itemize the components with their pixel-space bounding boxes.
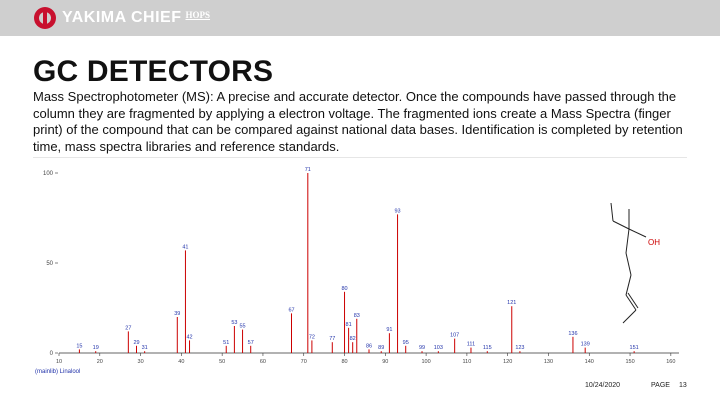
x-tick-label: 10 — [55, 359, 63, 365]
header-banner — [0, 0, 720, 36]
chart-peaks — [76, 167, 638, 353]
x-tick-label: 20 — [96, 359, 103, 365]
logo-text: YAKIMA CHIEF — [62, 9, 182, 26]
y-tick-label: 0 — [49, 351, 53, 357]
peak-label: 81 — [345, 321, 352, 328]
peak-label: 39 — [174, 311, 181, 317]
structure-bond — [626, 275, 631, 295]
peak-label: 27 — [125, 325, 132, 332]
peak-label: 151 — [629, 345, 639, 352]
x-tick-label: 40 — [178, 359, 185, 365]
peak-label: 107 — [450, 332, 460, 339]
slide-title: GC DETECTORS — [33, 55, 274, 88]
x-tick-label: 90 — [382, 359, 389, 365]
x-tick-label: 160 — [666, 359, 676, 365]
company-logo — [34, 6, 210, 30]
structure-bond — [629, 229, 646, 237]
peak-label: 77 — [329, 336, 336, 343]
peak-label: 29 — [133, 339, 140, 346]
mass-spectrum-chart — [33, 157, 687, 375]
peak-label: 53 — [231, 320, 238, 326]
chart-footnote: (mainlib) Linalool — [35, 369, 81, 375]
peak-label: 51 — [223, 339, 230, 346]
peak-label: 71 — [304, 167, 311, 173]
slide-body-text: Mass Spectrophotometer (MS): A precise and accurate detector. Once the compounds have passed through the column they are fragmented by applying a electron voltage. The fragmented ions create a Mass Spectra (finger print) of the compound that can be compared against national data bases. Identification is completed by retention time, mass spectra libraries and reference standards. — [33, 89, 683, 154]
peak-label: 89 — [378, 345, 385, 352]
peak-label: 95 — [402, 339, 409, 346]
peak-label: 136 — [568, 330, 578, 337]
footer-date: 10/24/2020 — [585, 382, 621, 389]
structure-bond — [611, 203, 613, 221]
peak-label: 93 — [394, 208, 401, 215]
peak-label: 57 — [247, 339, 254, 346]
x-tick-label: 110 — [462, 359, 472, 365]
x-tick-label: 130 — [543, 359, 554, 365]
peak-label: 123 — [515, 345, 525, 352]
footer-page-label: PAGE — [651, 382, 670, 389]
peak-label: 31 — [141, 345, 148, 352]
peak-label: 103 — [433, 345, 443, 352]
x-tick-label: 30 — [137, 359, 144, 365]
x-tick-label: 60 — [259, 359, 267, 365]
yakima-chief-emblem-icon — [34, 7, 56, 29]
peak-label: 72 — [308, 334, 315, 341]
y-tick-label: 50 — [46, 261, 53, 267]
structure-bond — [626, 229, 629, 253]
peak-label: 111 — [466, 341, 476, 348]
x-tick-label: 50 — [219, 359, 226, 365]
x-tick-label: 150 — [625, 359, 635, 365]
peak-label: 115 — [482, 345, 492, 352]
structure-bond — [613, 221, 629, 229]
structure-bond — [623, 310, 636, 323]
peak-label: 86 — [365, 343, 373, 350]
peak-label: 67 — [288, 307, 295, 314]
molecule-structure — [611, 203, 646, 323]
y-tick-label: 100 — [42, 171, 53, 177]
x-tick-label: 140 — [584, 359, 594, 365]
peak-label: 99 — [418, 345, 426, 352]
peak-label: 80 — [341, 285, 348, 292]
peak-label: 83 — [353, 312, 360, 319]
x-tick-label: 80 — [341, 359, 348, 365]
footer-page-number: 13 — [679, 382, 687, 389]
peak-label: 55 — [239, 323, 246, 330]
peak-label: 41 — [182, 244, 189, 251]
logo-hops-text: HOPS — [185, 10, 211, 20]
peak-label: 82 — [349, 336, 356, 343]
peak-label: 19 — [92, 345, 99, 352]
peak-label: 121 — [507, 300, 517, 307]
peak-label: 91 — [386, 327, 393, 334]
structure-bond — [626, 253, 631, 275]
peak-label: 15 — [76, 343, 83, 350]
peak-label: 42 — [186, 334, 193, 341]
structure-oh-label: OH — [648, 238, 660, 247]
x-tick-label: 70 — [300, 359, 307, 365]
peak-label: 139 — [580, 341, 590, 348]
chart-axes — [43, 171, 679, 365]
x-tick-label: 120 — [503, 359, 513, 365]
x-tick-label: 100 — [421, 359, 431, 365]
